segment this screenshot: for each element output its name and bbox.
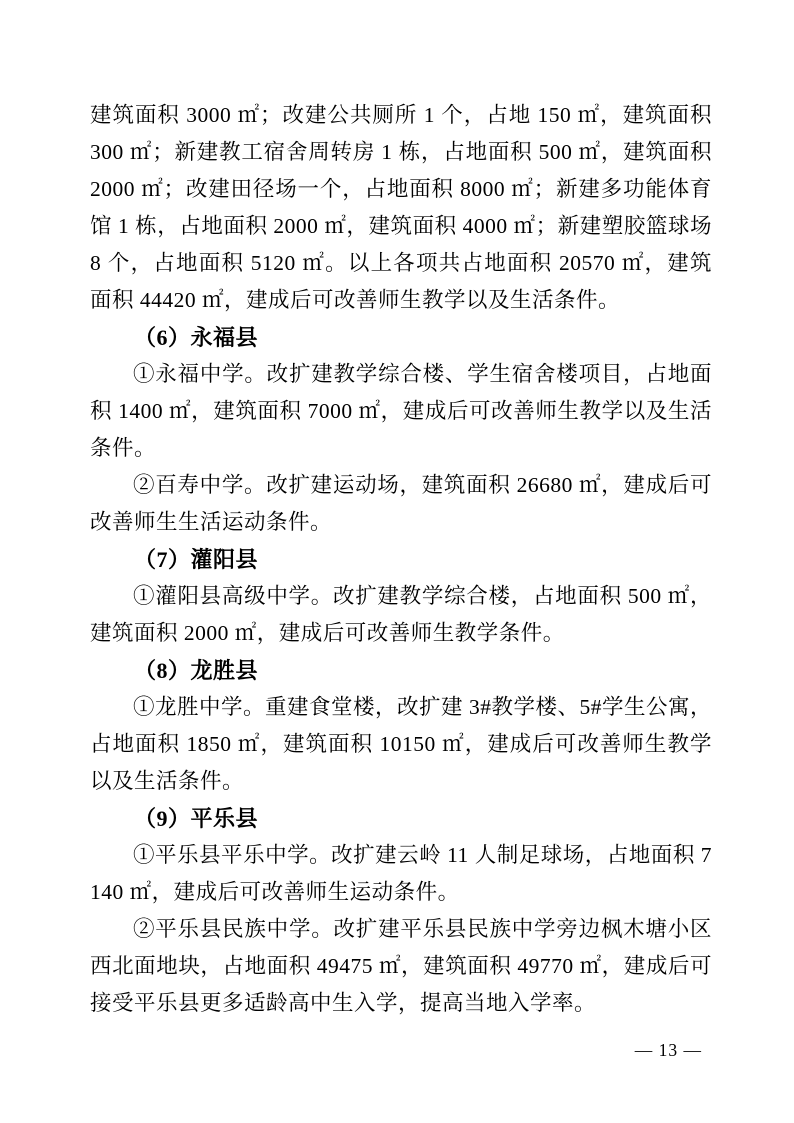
paragraph: ①永福中学。改扩建教学综合楼、学生宿舍楼项目，占地面积 1400 ㎡，建筑面积 7000 ㎡，建成后可改善师生教学以及生活条件。: [90, 362, 712, 460]
document-body: [90, 97, 712, 1022]
page-number: — 13 —: [634, 1040, 702, 1060]
paragraph: ②百寿中学。改扩建运动场，建筑面积 26680 ㎡，建成后可改善师生生活运动条件。: [90, 473, 712, 534]
paragraph: ①龙胜中学。重建食堂楼，改扩建 3#教学楼、5#学生公寓，占地面积 1850 ㎡，建筑面积 10150 ㎡，建成后可改善师生教学以及生活条件。: [90, 695, 712, 793]
section-heading-9: （9）平乐县: [134, 806, 259, 831]
section-heading-6: （6）永福县: [134, 325, 259, 350]
paragraph: ①灌阳县高级中学。改扩建教学综合楼，占地面积 500 ㎡，建筑面积 2000 ㎡，建成后可改善师生教学条件。: [90, 584, 712, 645]
paragraph: ①平乐县平乐中学。改扩建云岭 11 人制足球场，占地面积 7140 ㎡，建成后可改善师生运动条件。: [90, 843, 712, 904]
paragraph-continued: 建筑面积 3000 ㎡；改建公共厕所 1 个，占地 150 ㎡，建筑面积 300 ㎡；新建教工宿舍周转房 1 栋，占地面积 500 ㎡，建筑面积 2000 ㎡；改建田径场一个，占地面积 8000 ㎡；新建多功能体育馆 1 栋，占地面积 2000 ㎡，建筑面积 4000 ㎡；新建塑胶篮球场 8 个，占地面积 5120 ㎡。以上各项共占地面积 20570 ㎡，建筑面积 44420 ㎡，建成后可改善师生教学以及生活条件。: [90, 103, 712, 312]
paragraph: ②平乐县民族中学。改扩建平乐县民族中学旁边枫木塘小区西北面地块，占地面积 49475 ㎡，建筑面积 49770 ㎡，建成后可接受平乐县更多适龄高中生入学，提高当地入学率。: [90, 917, 712, 1015]
section-heading-8: （8）龙胜县: [134, 658, 259, 683]
section-heading-7: （7）灌阳县: [134, 547, 259, 572]
